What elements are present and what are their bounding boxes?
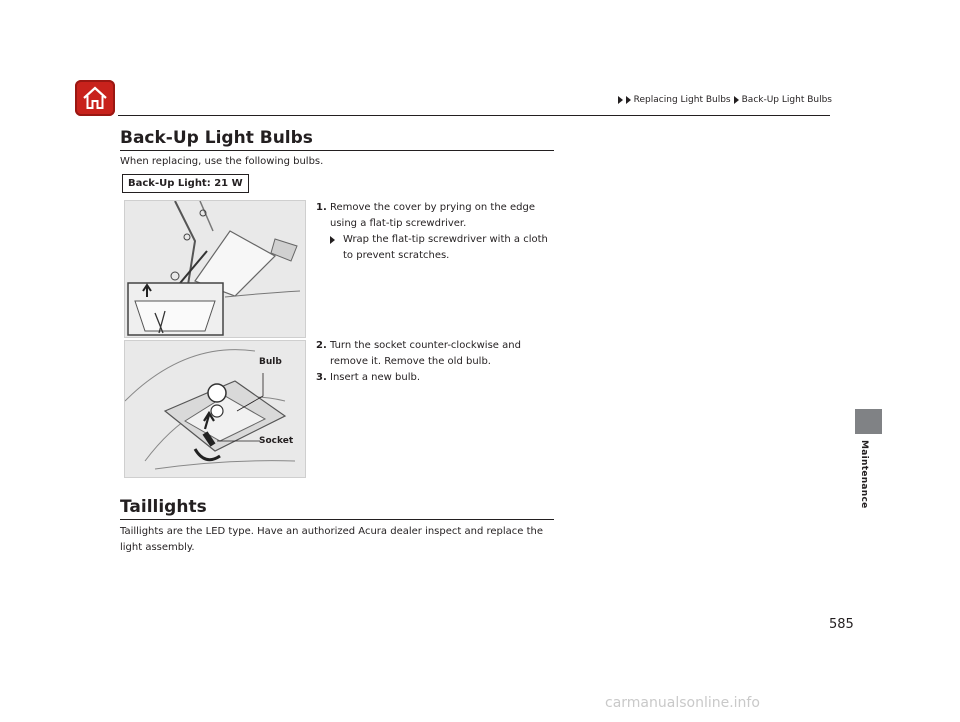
step-number: 1. [316,202,327,213]
note-text: Wrap the flat-tip screwdriver with a cloth to prevent scratches. [343,234,548,261]
bulb-spec-box: Back-Up Light: 21 W [122,174,249,193]
home-icon [81,84,109,112]
step-text: Remove the cover by prying on the edge using a flat-tip screwdriver. [330,202,536,229]
home-button[interactable] [75,80,115,116]
breadcrumb-arrow-icon [734,96,739,104]
step-text: Turn the socket counter-clockwise and remove it. Remove the old bulb. [330,340,521,367]
step-number: 3. [316,372,327,383]
header-divider [118,115,830,116]
chapter-label[interactable]: Maintenance [859,440,869,509]
section-divider [120,150,554,151]
callout-bulb: Bulb [259,357,282,367]
step-number: 2. [316,340,327,351]
breadcrumb-item-replacing-light-bulbs[interactable]: Replacing Light Bulbs [633,95,731,105]
steps-group-1 [316,200,556,264]
step-1 [316,200,556,232]
chapter-tab[interactable] [855,409,882,434]
step-1-note [330,232,556,264]
section-title-back-up-light-bulbs: Back-Up Light Bulbs [120,128,313,148]
footer-watermark: carmanualsonline.info [605,695,760,711]
step-2 [316,338,556,370]
callout-socket: Socket [259,436,294,446]
section-divider [120,519,554,520]
breadcrumb-arrow-icon [626,96,631,104]
section-title-taillights: Taillights [120,497,207,517]
note-arrow-icon [330,232,343,264]
socket-bulb-illustration [124,340,306,478]
steps-group-2 [316,338,556,386]
breadcrumb-item-back-up-light-bulbs[interactable]: Back-Up Light Bulbs [741,95,832,105]
page-number: 585 [829,617,854,632]
step-3 [316,370,556,386]
cover-removal-illustration [124,200,306,338]
intro-text: When replacing, use the following bulbs. [120,156,324,167]
step-text: Insert a new bulb. [330,372,421,383]
breadcrumb [618,95,832,105]
taillights-text: Taillights are the LED type. Have an authorized Acura dealer inspect and replace the light assembly. [120,526,544,553]
breadcrumb-arrow-icon [618,96,623,104]
